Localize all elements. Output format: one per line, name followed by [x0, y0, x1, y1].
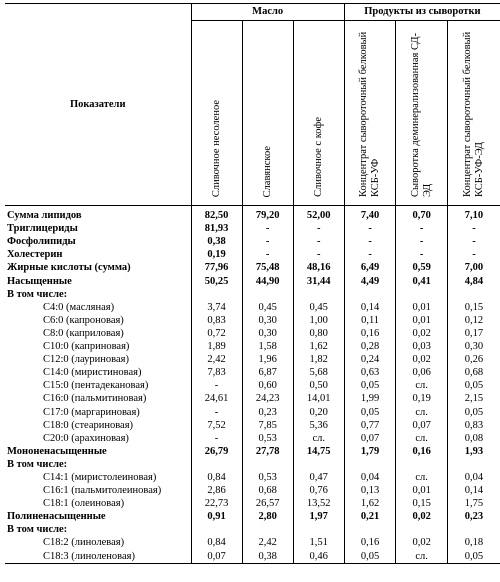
cell-value: 0,08 [447, 432, 500, 445]
row-label: Полиненасыщенные [5, 510, 191, 523]
cell-value: - [344, 248, 396, 261]
column-header: Сыворотка деминерализованная СД-ЭД [396, 21, 448, 206]
table-row [5, 235, 500, 248]
row-label: В том числе: [5, 523, 191, 536]
cell-value: 2,42 [242, 536, 293, 549]
cell-value: 0,11 [344, 314, 396, 327]
cell-value: - [191, 379, 242, 392]
cell-value: - [293, 222, 344, 235]
table-row [5, 301, 500, 314]
cell-value: 0,05 [344, 379, 396, 392]
table-row [5, 497, 500, 510]
indicator-header: Показатели [5, 4, 191, 206]
cell-value: 0,46 [293, 550, 344, 564]
cell-value: 24,61 [191, 392, 242, 405]
cell-value: 0,16 [344, 327, 396, 340]
cell-value: 5,68 [293, 366, 344, 379]
table-row [5, 523, 500, 536]
cell-value [191, 458, 242, 471]
cell-value: 4,84 [447, 275, 500, 288]
cell-value: 1,79 [344, 445, 396, 458]
row-label: С18:0 (стеариновая) [5, 419, 191, 432]
cell-value: 0,16 [344, 536, 396, 549]
cell-value: 0,07 [344, 432, 396, 445]
cell-value: - [396, 222, 448, 235]
cell-value: 0,72 [191, 327, 242, 340]
cell-value: 26,79 [191, 445, 242, 458]
cell-value: 0,05 [447, 379, 500, 392]
table-row [5, 471, 500, 484]
table-row [5, 392, 500, 405]
cell-value: 1,62 [293, 340, 344, 353]
cell-value: 0,16 [396, 445, 448, 458]
cell-value: 0,19 [396, 392, 448, 405]
cell-value: 0,26 [447, 353, 500, 366]
column-header: Сливочное несоленое [191, 21, 242, 206]
cell-value: 0,07 [191, 550, 242, 564]
column-header: Концентрат сывороточный белковый КСБ-УФ-ЭД [447, 21, 500, 206]
cell-value: - [344, 222, 396, 235]
cell-value: 0,19 [191, 248, 242, 261]
cell-value: 0,77 [344, 419, 396, 432]
cell-value [242, 523, 293, 536]
cell-value: 0,45 [242, 301, 293, 314]
cell-value: 0,41 [396, 275, 448, 288]
cell-value: 0,15 [396, 497, 448, 510]
table-row [5, 536, 500, 549]
row-label: С8:0 (каприловая) [5, 327, 191, 340]
row-label: Насыщенные [5, 275, 191, 288]
cell-value: 77,96 [191, 261, 242, 274]
cell-value: 0,60 [242, 379, 293, 392]
cell-value: 0,68 [242, 484, 293, 497]
row-label: Сумма липидов [5, 206, 191, 223]
row-label: С12:0 (лауриновая) [5, 353, 191, 366]
cell-value: 2,80 [242, 510, 293, 523]
cell-value: 0,38 [242, 550, 293, 564]
cell-value: 0,01 [396, 314, 448, 327]
column-header: Сливочное с кофе [293, 21, 344, 206]
row-label: С4:0 (масляная) [5, 301, 191, 314]
table-row [5, 419, 500, 432]
cell-value [396, 288, 448, 301]
cell-value: 1,97 [293, 510, 344, 523]
table-row [5, 340, 500, 353]
cell-value: 0,14 [344, 301, 396, 314]
cell-value: 1,96 [242, 353, 293, 366]
cell-value: 0,21 [344, 510, 396, 523]
cell-value: 0,17 [447, 327, 500, 340]
cell-value [447, 458, 500, 471]
butter-group-header: Масло [191, 4, 344, 21]
row-label: С15:0 (пентадекановая) [5, 379, 191, 392]
cell-value: - [447, 235, 500, 248]
cell-value [242, 288, 293, 301]
row-label: Мононенасыщенные [5, 445, 191, 458]
whey-group-header: Продукты из сыворотки [344, 4, 500, 21]
table-row [5, 261, 500, 274]
cell-value [242, 458, 293, 471]
column-header: Славянское [242, 21, 293, 206]
cell-value: - [242, 235, 293, 248]
cell-value: - [191, 432, 242, 445]
table-row [5, 248, 500, 261]
cell-value: 1,58 [242, 340, 293, 353]
table-row [5, 222, 500, 235]
cell-value: 0,63 [344, 366, 396, 379]
cell-value: 0,02 [396, 510, 448, 523]
cell-value: 81,93 [191, 222, 242, 235]
row-label: В том числе: [5, 288, 191, 301]
cell-value: - [396, 235, 448, 248]
cell-value: 2,86 [191, 484, 242, 497]
cell-value: 0,76 [293, 484, 344, 497]
cell-value: сл. [396, 432, 448, 445]
cell-value [191, 523, 242, 536]
cell-value: 0,23 [447, 510, 500, 523]
cell-value: 0,07 [396, 419, 448, 432]
cell-value: 75,48 [242, 261, 293, 274]
cell-value: 1,99 [344, 392, 396, 405]
cell-value: 0,06 [396, 366, 448, 379]
cell-value: 0,01 [396, 484, 448, 497]
cell-value: 7,52 [191, 419, 242, 432]
table-row [5, 353, 500, 366]
cell-value: 0,01 [396, 301, 448, 314]
cell-value: 0,59 [396, 261, 448, 274]
cell-value: 4,49 [344, 275, 396, 288]
cell-value [344, 458, 396, 471]
cell-value: - [447, 248, 500, 261]
cell-value: 0,05 [344, 550, 396, 564]
table-row [5, 510, 500, 523]
cell-value [396, 523, 448, 536]
cell-value: 0,13 [344, 484, 396, 497]
cell-value: 14,01 [293, 392, 344, 405]
cell-value: 0,38 [191, 235, 242, 248]
table-row [5, 206, 500, 223]
cell-value: 26,57 [242, 497, 293, 510]
cell-value: 1,62 [344, 497, 396, 510]
cell-value: 22,73 [191, 497, 242, 510]
cell-value: 0,15 [447, 301, 500, 314]
cell-value: 13,52 [293, 497, 344, 510]
cell-value: 14,75 [293, 445, 344, 458]
cell-value [293, 523, 344, 536]
cell-value: 48,16 [293, 261, 344, 274]
row-label: В том числе: [5, 458, 191, 471]
cell-value: 0,02 [396, 536, 448, 549]
cell-value: 0,04 [344, 471, 396, 484]
cell-value: 6,87 [242, 366, 293, 379]
cell-value: 44,90 [242, 275, 293, 288]
cell-value: 0,05 [447, 550, 500, 564]
cell-value: 7,85 [242, 419, 293, 432]
cell-value: 7,10 [447, 206, 500, 223]
cell-value: 0,05 [447, 406, 500, 419]
cell-value [293, 458, 344, 471]
cell-value: - [344, 235, 396, 248]
cell-value: 1,93 [447, 445, 500, 458]
row-label: С16:1 (пальмитолеиновая) [5, 484, 191, 497]
cell-value: 1,75 [447, 497, 500, 510]
cell-value: сл. [396, 471, 448, 484]
cell-value: - [396, 248, 448, 261]
cell-value: 27,78 [242, 445, 293, 458]
table-row [5, 379, 500, 392]
row-label: Жирные кислоты (сумма) [5, 261, 191, 274]
row-label: Триглицериды [5, 222, 191, 235]
cell-value: 52,00 [293, 206, 344, 223]
cell-value: 0,14 [447, 484, 500, 497]
cell-value: 0,28 [344, 340, 396, 353]
lipid-composition-table [5, 3, 500, 564]
row-label: Фосфолипиды [5, 235, 191, 248]
cell-value: - [293, 235, 344, 248]
cell-value: 0,83 [447, 419, 500, 432]
table-row [5, 275, 500, 288]
cell-value: 2,42 [191, 353, 242, 366]
table-row [5, 550, 500, 564]
cell-value: 5,36 [293, 419, 344, 432]
table-row [5, 366, 500, 379]
cell-value: 3,74 [191, 301, 242, 314]
cell-value [293, 288, 344, 301]
row-label: С18:2 (линолевая) [5, 536, 191, 549]
table-row [5, 484, 500, 497]
cell-value: 0,20 [293, 406, 344, 419]
cell-value: 0,53 [242, 471, 293, 484]
row-label: С14:0 (миристиновая) [5, 366, 191, 379]
cell-value: 0,70 [396, 206, 448, 223]
cell-value [344, 288, 396, 301]
cell-value: 79,20 [242, 206, 293, 223]
table-row [5, 458, 500, 471]
cell-value: 7,83 [191, 366, 242, 379]
table-row [5, 314, 500, 327]
cell-value: 7,40 [344, 206, 396, 223]
cell-value: 0,02 [396, 353, 448, 366]
cell-value: 0,03 [396, 340, 448, 353]
cell-value: 1,89 [191, 340, 242, 353]
cell-value: 0,45 [293, 301, 344, 314]
cell-value [447, 288, 500, 301]
row-label: Холестерин [5, 248, 191, 261]
cell-value: - [191, 406, 242, 419]
column-header: Концентрат сывороточный белковый КСБ-УФ [344, 21, 396, 206]
cell-value [447, 523, 500, 536]
table-row [5, 288, 500, 301]
cell-value: 0,50 [293, 379, 344, 392]
cell-value: 0,04 [447, 471, 500, 484]
cell-value: 0,80 [293, 327, 344, 340]
cell-value: 0,30 [242, 314, 293, 327]
row-label: С10:0 (каприновая) [5, 340, 191, 353]
row-label: С17:0 (маргариновая) [5, 406, 191, 419]
cell-value: 1,00 [293, 314, 344, 327]
cell-value: 2,15 [447, 392, 500, 405]
cell-value: 1,51 [293, 536, 344, 549]
cell-value [396, 458, 448, 471]
table-row [5, 432, 500, 445]
cell-value: 0,02 [396, 327, 448, 340]
table-row [5, 327, 500, 340]
cell-value: 6,49 [344, 261, 396, 274]
row-label: С18:3 (линоленовая) [5, 550, 191, 564]
cell-value: 0,30 [447, 340, 500, 353]
cell-value: 0,84 [191, 536, 242, 549]
cell-value: 0,84 [191, 471, 242, 484]
cell-value: - [242, 248, 293, 261]
cell-value [191, 288, 242, 301]
cell-value: - [242, 222, 293, 235]
row-label: С14:1 (миристолеиновая) [5, 471, 191, 484]
cell-value: 0,24 [344, 353, 396, 366]
cell-value: сл. [396, 379, 448, 392]
cell-value: 0,18 [447, 536, 500, 549]
cell-value: 0,53 [242, 432, 293, 445]
row-label: С20:0 (арахиновая) [5, 432, 191, 445]
cell-value: 0,12 [447, 314, 500, 327]
cell-value: 50,25 [191, 275, 242, 288]
table-row [5, 445, 500, 458]
row-label: С18:1 (олеиновая) [5, 497, 191, 510]
table-row [5, 406, 500, 419]
table-body [5, 206, 500, 564]
cell-value: 0,47 [293, 471, 344, 484]
cell-value: 0,30 [242, 327, 293, 340]
cell-value: 1,82 [293, 353, 344, 366]
row-label: С6:0 (капроновая) [5, 314, 191, 327]
cell-value: сл. [396, 406, 448, 419]
cell-value: 0,91 [191, 510, 242, 523]
cell-value: 24,23 [242, 392, 293, 405]
cell-value: 82,50 [191, 206, 242, 223]
cell-value: 0,83 [191, 314, 242, 327]
cell-value: 31,44 [293, 275, 344, 288]
cell-value: 0,68 [447, 366, 500, 379]
cell-value: сл. [396, 550, 448, 564]
cell-value: 0,23 [242, 406, 293, 419]
cell-value: сл. [293, 432, 344, 445]
row-label: С16:0 (пальмитиновая) [5, 392, 191, 405]
cell-value: - [447, 222, 500, 235]
cell-value: - [293, 248, 344, 261]
cell-value: 0,05 [344, 406, 396, 419]
cell-value: 7,00 [447, 261, 500, 274]
cell-value [344, 523, 396, 536]
